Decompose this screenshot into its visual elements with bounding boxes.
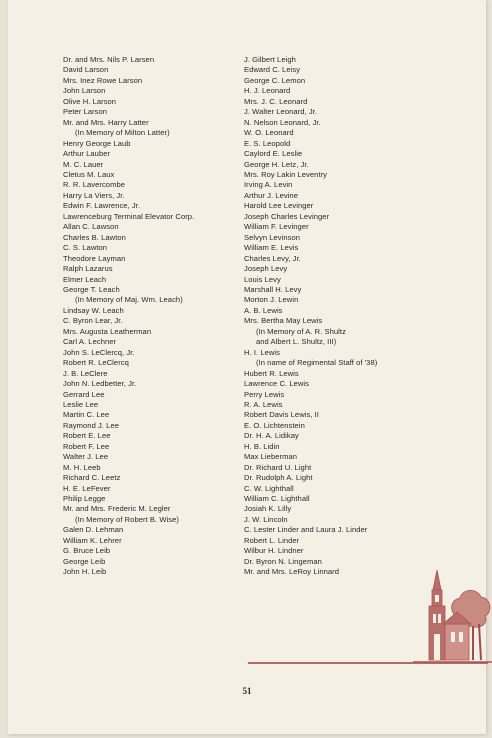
donor-entry: Robert Davis Lewis, II bbox=[244, 410, 319, 420]
donor-entry: George H. Letz, Jr. bbox=[244, 159, 309, 169]
donor-entry: William K. Lehrer bbox=[63, 535, 122, 545]
donor-entry: C. Lester Linder and Laura J. Linder bbox=[244, 525, 368, 535]
donor-entry: (In Memory of Robert B. Wise) bbox=[75, 514, 179, 524]
donor-entry: Harry La Viers, Jr. bbox=[63, 190, 125, 200]
donor-entry: E. S. Leopold bbox=[244, 138, 291, 148]
donor-entry: Charles Levy, Jr. bbox=[244, 253, 301, 263]
donor-entry: J. B. LeClere bbox=[63, 368, 108, 378]
donor-entry: Gerrard Lee bbox=[63, 389, 105, 399]
donor-entry: Perry Lewis bbox=[244, 389, 285, 399]
donor-entry: N. Nelson Leonard, Jr. bbox=[244, 117, 321, 127]
donor-entry: Olive H. Larson bbox=[63, 96, 117, 106]
donor-entry: Mrs. Bertha May Lewis bbox=[244, 316, 323, 326]
donor-entry: Robert F. Lee bbox=[63, 441, 110, 451]
donor-entry: Robert L. Linder bbox=[244, 535, 300, 545]
right-column bbox=[244, 55, 377, 578]
donor-entry: Mrs. Augusta Leatherman bbox=[63, 326, 152, 336]
donor-entry: Galen D. Lehman bbox=[63, 525, 124, 535]
donor-entry: William F. Levinger bbox=[244, 222, 309, 232]
donor-entry: Theodore Layman bbox=[63, 253, 126, 263]
donor-entry: H. B. Lidin bbox=[244, 441, 280, 451]
donor-entry: Joseph Levy bbox=[244, 264, 288, 274]
donor-entry: Robert E. Lee bbox=[63, 431, 111, 441]
donor-entry: Hubert R. Lewis bbox=[244, 368, 299, 378]
donor-entry: Dr. H. A. Lidikay bbox=[244, 431, 299, 441]
donor-entry: A. B. Lewis bbox=[244, 305, 283, 315]
donor-entry: W. O. Leonard bbox=[244, 128, 294, 138]
donor-entry: Arthur Lauber bbox=[63, 149, 111, 159]
donor-entry: C. Byron Lear, Jr. bbox=[63, 316, 123, 326]
donor-entry: Lindsay W. Leach bbox=[63, 305, 124, 315]
donor-entry: Joseph Charles Levinger bbox=[244, 211, 330, 221]
donor-entry: Selvyn Levinson bbox=[244, 232, 301, 242]
donor-entry: Dr. Rudolph A. Light bbox=[244, 473, 313, 483]
donor-entry: George T. Leach bbox=[63, 284, 120, 294]
donor-entry: Mrs. Roy Lakin Leventry bbox=[244, 169, 328, 179]
donor-entry: Louis Levy bbox=[244, 274, 281, 284]
directory-page bbox=[8, 0, 486, 734]
donor-entry: William E. Levis bbox=[244, 243, 299, 253]
donor-entry: Mr. and Mrs. Harry Latter bbox=[63, 117, 149, 127]
donor-entry: Elmer Leach bbox=[63, 274, 107, 284]
donor-entry: Peter Larson bbox=[63, 107, 108, 117]
donor-entry: (In Memory of Maj. Wm. Leach) bbox=[75, 295, 183, 305]
donor-entry: Lawrence C. Lewis bbox=[244, 379, 310, 389]
donor-entry: John N. Ledbetter, Jr. bbox=[63, 379, 137, 389]
donor-entry: M. H. Leeb bbox=[63, 462, 101, 472]
donor-entry: Raymond J. Lee bbox=[63, 420, 119, 430]
donor-entry: Max Lieberman bbox=[244, 452, 297, 462]
donor-entry: C. W. Lighthall bbox=[244, 483, 294, 493]
donor-entry: H. I. Lewis bbox=[244, 347, 280, 357]
donor-entry: Walter J. Lee bbox=[63, 452, 109, 462]
donor-entry: Leslie Lee bbox=[63, 399, 99, 409]
donor-entry: George C. Lemon bbox=[244, 75, 306, 85]
donor-entry: William C. Lighthall bbox=[244, 494, 310, 504]
donor-entry: John H. Leib bbox=[63, 567, 107, 577]
donor-entry: Philip Legge bbox=[63, 494, 106, 504]
donor-entry: Henry George Laub bbox=[63, 138, 131, 148]
donor-entry: C. S. Lawton bbox=[63, 243, 108, 253]
donor-entry: Wilbur H. Lindner bbox=[244, 546, 304, 556]
donor-entry: Charles B. Lawton bbox=[63, 232, 126, 242]
donor-entry: Richard C. Leetz bbox=[63, 473, 121, 483]
donor-entry: Martin C. Lee bbox=[63, 410, 110, 420]
donor-entry: Mrs. Inez Rowe Larson bbox=[63, 75, 143, 85]
donor-entry: Caylord E. Leslie bbox=[244, 149, 303, 159]
donor-entry: Robert R. LeClercq bbox=[63, 358, 129, 368]
donor-entry: George Leib bbox=[63, 556, 106, 566]
donor-entry: E. O. Lichtenstein bbox=[244, 420, 305, 430]
donor-entry: Marshall H. Levy bbox=[244, 284, 302, 294]
donor-entry: Edward C. Leisy bbox=[244, 65, 301, 75]
donor-entry: John S. LeClercq, Jr. bbox=[63, 347, 135, 357]
donor-entry: (In Memory of A. R. Shultz bbox=[256, 326, 346, 336]
donor-entry: R. A. Lewis bbox=[244, 399, 283, 409]
donor-entry: Morton J. Lewin bbox=[244, 295, 299, 305]
donor-entry: Irving A. Levin bbox=[244, 180, 293, 190]
donor-entry: David Larson bbox=[63, 65, 109, 75]
donor-entry: Dr. Richard U. Light bbox=[244, 462, 312, 472]
donor-entry: Dr. and Mrs. Nils P. Larsen bbox=[63, 55, 155, 64]
donor-entry: John Larson bbox=[63, 86, 106, 96]
donor-entry: Josiah K. Lilly bbox=[244, 504, 292, 514]
left-column bbox=[63, 55, 194, 578]
donor-entry: Mr. and Mrs. LeRoy Linnard bbox=[244, 567, 339, 577]
donor-entry: G. Bruce Leib bbox=[63, 546, 111, 556]
church-illustration bbox=[413, 568, 492, 664]
donor-entry: Mrs. J. C. Leonard bbox=[244, 96, 308, 106]
donor-entry: J. Gilbert Leigh bbox=[244, 55, 296, 64]
donor-entry: H. J. Leonard bbox=[244, 86, 291, 96]
donor-entry: (In name of Regimental Staff of '38) bbox=[256, 358, 378, 368]
donor-entry: Carl A. Lechner bbox=[63, 337, 117, 347]
donor-entry: H. E. LeFever bbox=[63, 483, 111, 493]
page-number: 51 bbox=[242, 686, 252, 696]
donor-entry: Cletus M. Laux bbox=[63, 169, 115, 179]
donor-entry: R. R. Lavercombe bbox=[63, 180, 125, 190]
donor-entry: J. Walter Leonard, Jr. bbox=[244, 107, 317, 117]
donor-entry: Allan C. Lawson bbox=[63, 222, 119, 232]
donor-entry: Arthur J. Levine bbox=[244, 190, 298, 200]
donor-entry: and Albert L. Shultz, III) bbox=[256, 337, 337, 347]
donor-entry: Lawrenceburg Terminal Elevator Corp. bbox=[63, 211, 195, 221]
donor-entry: Dr. Byron N. Lingeman bbox=[244, 556, 322, 566]
donor-entry: Ralph Lazarus bbox=[63, 264, 113, 274]
donor-entry: Edwin F. Lawrence, Jr. bbox=[63, 201, 141, 211]
donor-entry: J. W. Lincoln bbox=[244, 514, 288, 524]
donor-entry: (In Memory of Milton Latter) bbox=[75, 128, 170, 138]
donor-entry: M. C. Lauer bbox=[63, 159, 104, 169]
donor-entry: Mr. and Mrs. Frederic M. Legler bbox=[63, 504, 171, 514]
donor-entry: Harold Lee Levinger bbox=[244, 201, 314, 211]
